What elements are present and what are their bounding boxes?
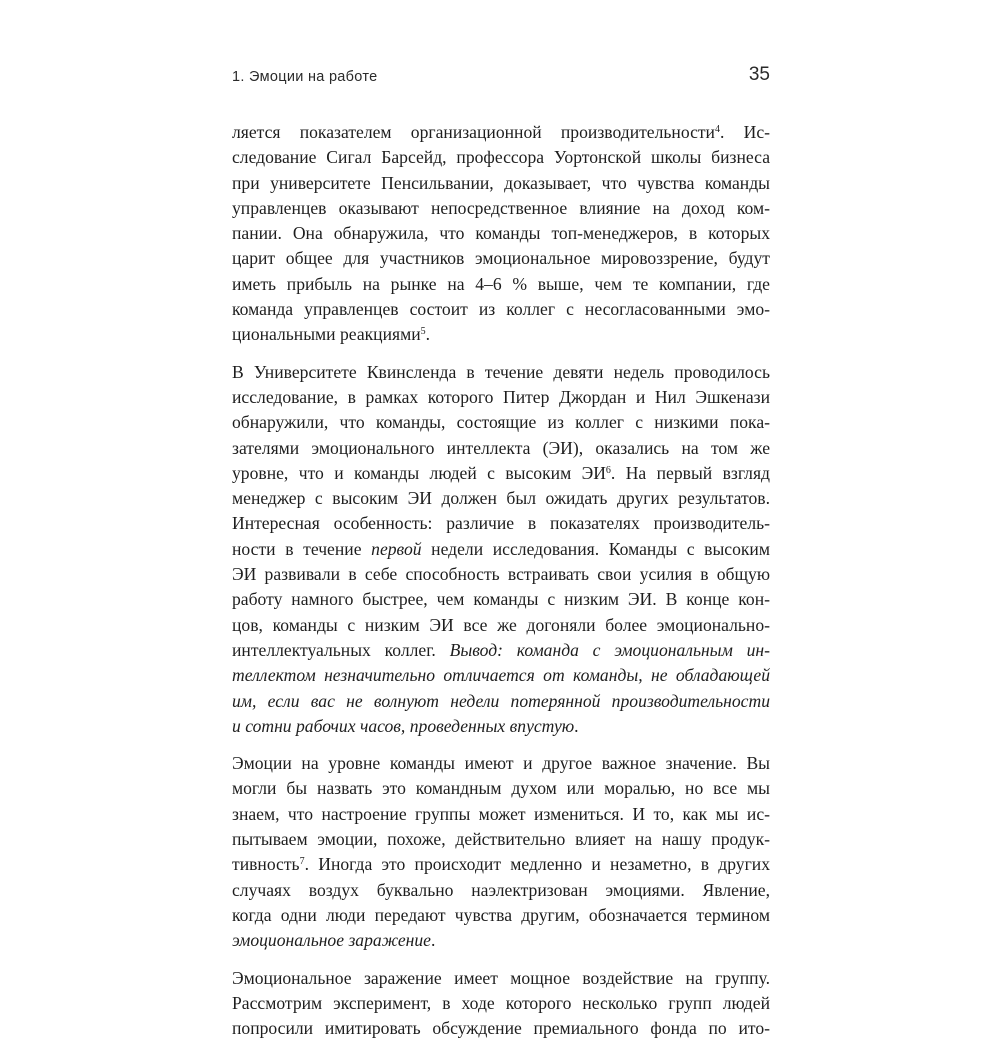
text-run: пании. Она обнаружила, что команды топ-менеджеров, в которых — [232, 223, 770, 244]
text-line — [232, 537, 770, 562]
text-line — [232, 827, 770, 852]
text-run: работу намного быстрее, чем команды с низким ЭИ. В конце кон- — [232, 589, 770, 610]
text-run: циональными реакциями — [232, 324, 421, 345]
text-run: обнаружили, что команды, состоящие из коллег с низкими пока- — [232, 412, 770, 433]
text-line — [232, 322, 770, 347]
text-run: следование Сигал Барсейд, профессора Уортонской школы бизнеса — [232, 147, 770, 168]
text-line — [232, 802, 770, 827]
emphasis: первой — [371, 538, 422, 559]
text-line — [232, 966, 770, 991]
text-line — [232, 613, 770, 638]
emphasis: эмоциональное заражение — [232, 930, 431, 951]
emphasis: Вывод: команда с эмоциональным ин- — [449, 639, 770, 660]
text-line — [232, 663, 770, 688]
text-line — [232, 776, 770, 801]
text-run: Эмоциональное заражение имеет мощное воздействие на группу. — [232, 967, 770, 988]
text-line — [232, 587, 770, 612]
text-run: ности в течение — [232, 538, 372, 559]
text-line — [232, 171, 770, 196]
text-run: иметь прибыль на рынке на 4–6 % выше, чем те компании, где — [232, 273, 770, 294]
paragraph — [232, 120, 770, 348]
text-run: . — [574, 715, 579, 736]
emphasis: и сотни рабочих часов, проведенных впустую — [232, 715, 575, 736]
text-line — [232, 486, 770, 511]
footnote-ref: 7 — [299, 856, 305, 868]
text-run: ляется показателем организационной производительности — [232, 122, 715, 142]
text-run: недели исследования. Команды с высоким — [421, 538, 770, 559]
text-line — [232, 689, 770, 714]
text-run: цов, команды с низким ЭИ все же догоняли более эмоционально- — [232, 614, 770, 635]
text-line — [232, 246, 770, 271]
text-run: . — [425, 324, 431, 345]
text-run: Рассмотрим эксперимент, в ходе которого несколько групп людей — [232, 992, 770, 1013]
text-run: зателями эмоционального интеллекта (ЭИ), оказались на том же — [232, 437, 770, 458]
text-line — [232, 852, 770, 877]
text-line — [232, 297, 770, 322]
text-line — [232, 272, 770, 297]
emphasis: им, если вас не волнуют недели потерянной производительности — [232, 690, 770, 711]
text-line — [232, 714, 770, 739]
text-run: менеджер с высоким ЭИ должен был ожидать других результатов. — [232, 488, 770, 509]
text-line — [232, 903, 770, 928]
paragraph — [232, 966, 770, 1042]
text-run: . — [430, 930, 436, 951]
text-line — [232, 928, 770, 953]
text-run: В Университете Квинсленда в течение девяти недель проводилось — [232, 361, 770, 382]
text-line — [232, 638, 770, 663]
text-run: . Иногда это происходит медленно и незаметно, в других — [304, 854, 770, 875]
text-line — [232, 410, 770, 435]
text-run: тивность — [232, 854, 300, 875]
text-line — [232, 360, 770, 385]
text-run: . Ис- — [719, 122, 770, 142]
chapter-title: 1. Эмоции на работе — [232, 69, 378, 85]
text-line — [232, 562, 770, 587]
emphasis: теллектом незначительно отличается от команды, не обладающей — [232, 665, 770, 686]
footnote-ref: 4 — [714, 124, 720, 135]
text-run: Интересная особенность: различие в показателях производитель- — [232, 513, 770, 534]
paragraph — [232, 751, 770, 953]
text-run: Эмоции на уровне команды имеют и другое важное значение. Вы — [232, 753, 770, 774]
text-run: ЭИ развивали в себе способность встраивать свои усилия в общую — [232, 564, 770, 585]
text-run: при университете Пенсильвании, доказывает, что чувства команды — [232, 172, 770, 193]
text-run: пытываем эмоции, похоже, действительно влияет на нашу продук- — [232, 829, 770, 850]
text-line — [232, 751, 770, 776]
text-line — [232, 461, 770, 486]
text-line — [232, 145, 770, 170]
text-run: знаем, что настроение группы может измениться. И то, как мы ис- — [232, 803, 770, 824]
text-run: уровне, что и команды людей с высоким ЭИ — [232, 462, 606, 483]
running-head — [232, 64, 770, 94]
text-line — [232, 1016, 770, 1041]
text-line — [232, 436, 770, 461]
text-run: когда одни люди передают чувства другим, обозначается термином — [232, 904, 770, 925]
text-line — [232, 196, 770, 221]
footnote-ref: 5 — [420, 326, 426, 338]
body-text — [232, 120, 770, 1053]
text-line — [232, 120, 770, 145]
paragraph — [232, 360, 770, 739]
text-line — [232, 878, 770, 903]
text-run: управленцев оказывают непосредственное влияние на доход ком- — [232, 197, 770, 218]
text-run: команда управленцев состоит из коллег с несогласованными эмо- — [232, 299, 770, 320]
text-run: попросили имитировать обсуждение премиального фонда по ито- — [232, 1018, 770, 1039]
text-run: интеллектуальных коллег. — [232, 639, 450, 660]
text-run: исследование, в рамках которого Питер Джордан и Нил Эшкенази — [232, 386, 770, 407]
text-line — [232, 221, 770, 246]
text-line — [232, 385, 770, 410]
text-run: могли бы назвать это командным духом или моралью, но все мы — [232, 778, 770, 799]
text-line — [232, 991, 770, 1016]
page-number: 35 — [748, 64, 770, 85]
text-run: царит общее для участников эмоциональное мировоззрение, будут — [232, 248, 770, 269]
text-run: . На первый взгляд — [610, 462, 770, 483]
text-run: случаях воздух буквально наэлектризован эмоциями. Явление, — [232, 879, 770, 900]
footnote-ref: 6 — [605, 464, 611, 476]
text-line — [232, 511, 770, 536]
